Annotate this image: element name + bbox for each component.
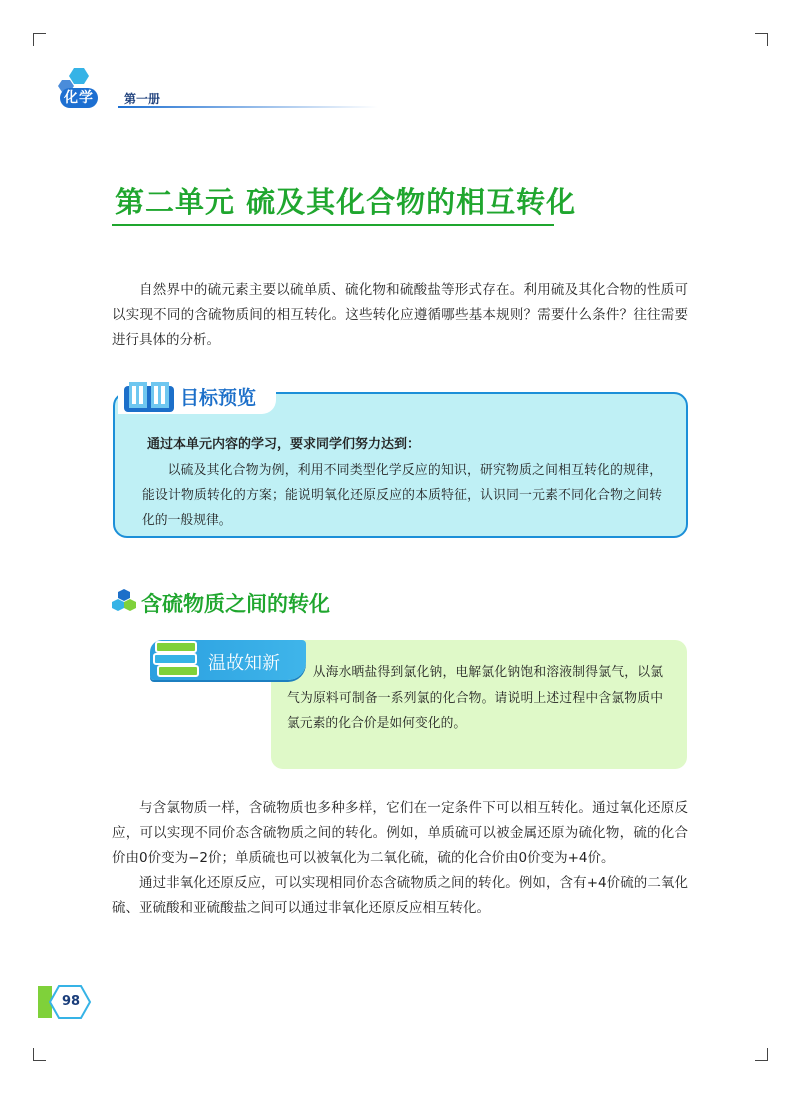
unit-intro bbox=[112, 278, 688, 353]
objectives-title: 目标预览 bbox=[180, 387, 257, 409]
review-body bbox=[287, 660, 663, 737]
crop-mark-bottom-right bbox=[755, 1048, 768, 1061]
review-title: 温故知新 bbox=[208, 653, 280, 674]
main-paragraph-2: 通过非氧化还原反应，可以实现相同价态含硫物质之间的转化。例如，含有+4价硫的二氧化硫、亚硫酸和亚硫酸盐之间可以通过非氧化还原反应相互转化。 bbox=[112, 875, 688, 916]
section-title: 含硫物质之间的转化 bbox=[141, 592, 330, 616]
page-number: 98 bbox=[61, 994, 81, 1009]
unit-title-underline bbox=[112, 224, 554, 226]
volume-label: 第一册 bbox=[124, 92, 161, 106]
header-rule bbox=[118, 106, 378, 108]
unit-intro-text: 自然界中的硫元素主要以硫单质、硫化物和硫酸盐等形式存在。利用硫及其化合物的性质可以实现不同的含硫物质间的相互转化。这些转化应遵循哪些基本规则？需要什么条件？往往需要进行具体的分析。 bbox=[112, 282, 688, 348]
subject-badge: 化学 bbox=[60, 88, 98, 108]
stacked-books-icon bbox=[152, 638, 202, 680]
crop-mark-top-right bbox=[755, 33, 768, 46]
crop-mark-bottom-left bbox=[33, 1048, 46, 1061]
main-text bbox=[112, 796, 688, 921]
cubes-icon bbox=[112, 588, 136, 612]
review-body-text: 从海水晒盐得到氯化钠，电解氯化钠饱和溶液制得氯气，以氯气为原料可制备一系列氯的化合物。请说明上述过程中含氯物质中氯元素的化合价是如何变化的。 bbox=[287, 665, 663, 731]
objectives-body bbox=[142, 458, 662, 533]
running-header bbox=[58, 66, 378, 112]
unit-title: 第二单元 硫及其化合物的相互转化 bbox=[115, 185, 577, 219]
open-book-icon bbox=[122, 380, 176, 414]
crop-mark-top-left bbox=[33, 33, 46, 46]
objectives-body-text: 以硫及其化合物为例，利用不同类型化学反应的知识，研究物质之间相互转化的规律，能设计物质转化的方案；能说明氧化还原反应的本质特征，认识同一元素不同化合物之间转化的一般规律。 bbox=[142, 463, 662, 528]
main-paragraph-1: 与含氯物质一样，含硫物质也多种多样，它们在一定条件下可以相互转化。通过氧化还原反应，可以实现不同价态含硫物质之间的转化。例如，单质硫可以被金属还原为硫化物，硫的化合价由0价变为−2价；单质硫也可以被氧化为二氧化硫，硫的化合价由0价变为+4价。 bbox=[112, 800, 688, 866]
objectives-lead: 通过本单元内容的学习，要求同学们努力达到： bbox=[147, 437, 421, 452]
